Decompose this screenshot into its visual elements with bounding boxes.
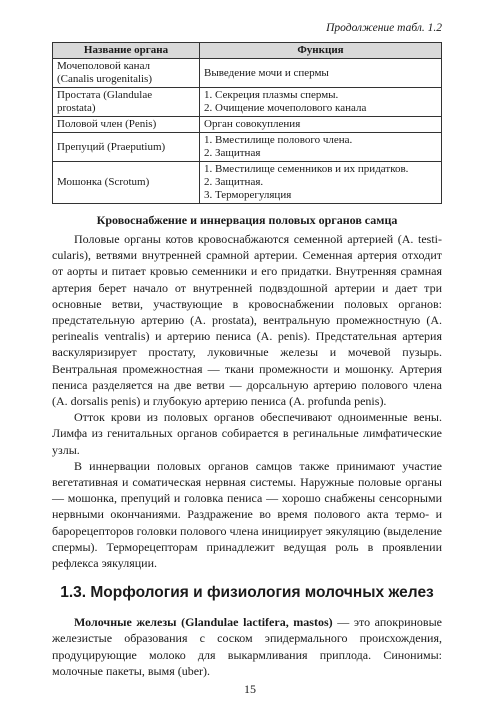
function-cell [200,88,442,117]
table-row [53,162,442,204]
function-line: 1. Секреция плазмы спермы. [204,89,339,101]
function-cell [200,59,442,88]
blood-supply-heading: Кровоснабжение и иннервация половых органов самца [96,213,398,227]
col-header-function: Функция [200,43,442,59]
organ-cell [53,59,200,88]
organ-cell [53,133,200,162]
mammary-text [52,614,442,679]
col-header-organ: Название органа [53,43,200,59]
page-number: 15 [244,682,256,696]
organ-cell [53,162,200,204]
organ-line: Мошонка (Scrotum) [57,176,150,188]
function-line: 2. Защитная [204,147,261,159]
table-row [53,59,442,88]
function-line: Орган совокупления [204,118,301,130]
paragraph: Половые органы котов кровоснабжаются семенной артерией (A. testi-cularis), ветвями внутренней срамной артерии. Семенная артерия отходит от аорты и питает кровью семенники и его придатки. Внутренняя срамная артерия берет начало от внутренней подвздошной артерии и дает три основные ветви, участвующие в кровоснабжении половых органов: предстательную артерию (A. prostata), вентральную промежностную (A. perinealis ventralis) и артерию пениса (A. penis). Предстательная артерия васкуляризирует простату, луковичные железы и мочевой пузырь. Вентральная промежностная — ткани промежности и мошонку. Артерия пениса разделяется на две ветви — дорсальную артерию полового члена (A. dorsalis penis) и глубокую артерию пениса (A. profunda penis). [52,232,442,409]
function-cell [200,162,442,204]
organ-cell [53,88,200,117]
function-line: 3. Терморегуляция [204,189,292,201]
section-title: 1.3. Морфология и физиология молочных желез [60,584,434,602]
organs-table [52,42,442,204]
function-line: 1. Вместилище полового члена. [204,134,353,146]
organ-cell [53,117,200,133]
function-line: 1. Вместилище семенников и их придатков. [204,163,409,175]
organ-line: Препуций (Praeputium) [57,140,166,153]
table-row [53,88,442,117]
organ-line: Половой член (Penis) [57,118,157,130]
function-cell [200,133,442,162]
function-cell [200,117,442,133]
paragraph-lead: Молочные железы (Glandulae lactifera, mastos) [74,615,333,630]
table-row [53,133,442,162]
table-row [53,117,442,133]
paragraph [52,614,442,679]
organ-line: Простата (Glandulae [57,89,153,101]
function-line: 2. Защитная. [204,176,264,188]
table-header-row [53,43,442,59]
paragraph: Отток крови из половых органов обеспечивают одноименные вены. Лимфа из генитальных органов собирается в регинальные лимфатические узлы. [52,410,442,457]
paragraph-rest: — это апокриновые железистые образования с соском эпидермального происхождения, продуцирующие молоко для выкармливания приплода. Синонимы: молочные пакеты, вымя (uber). [52,615,442,678]
paragraph: В иннервации половых органов самцов также принимают участие вегетативная и соматическая нервная системы. Наружные половые органы — мошонка, препуций и головка пениса — хорошо снабжены сенсорными нервными окончаниями. Раздражение во время полового акта термо- и барорецепторов головки полового члена инициирует эякуляцию (выделение спермы). Терморецепторам принадлежит ведущая роль в проявлении рефлекса эякуляции. [52,458,442,571]
blood-supply-text [52,231,442,571]
function-line: 2. Очищение мочеполового канала [204,102,367,114]
organ-line: Мочеполовой канал [57,60,151,72]
organ-line: prostata) [57,102,96,114]
function-line: Выведение мочи и спермы [204,66,329,79]
organ-line: (Canalis urogenitalis) [57,73,153,85]
table-continuation-label: Продолжение табл. 1.2 [326,22,442,34]
